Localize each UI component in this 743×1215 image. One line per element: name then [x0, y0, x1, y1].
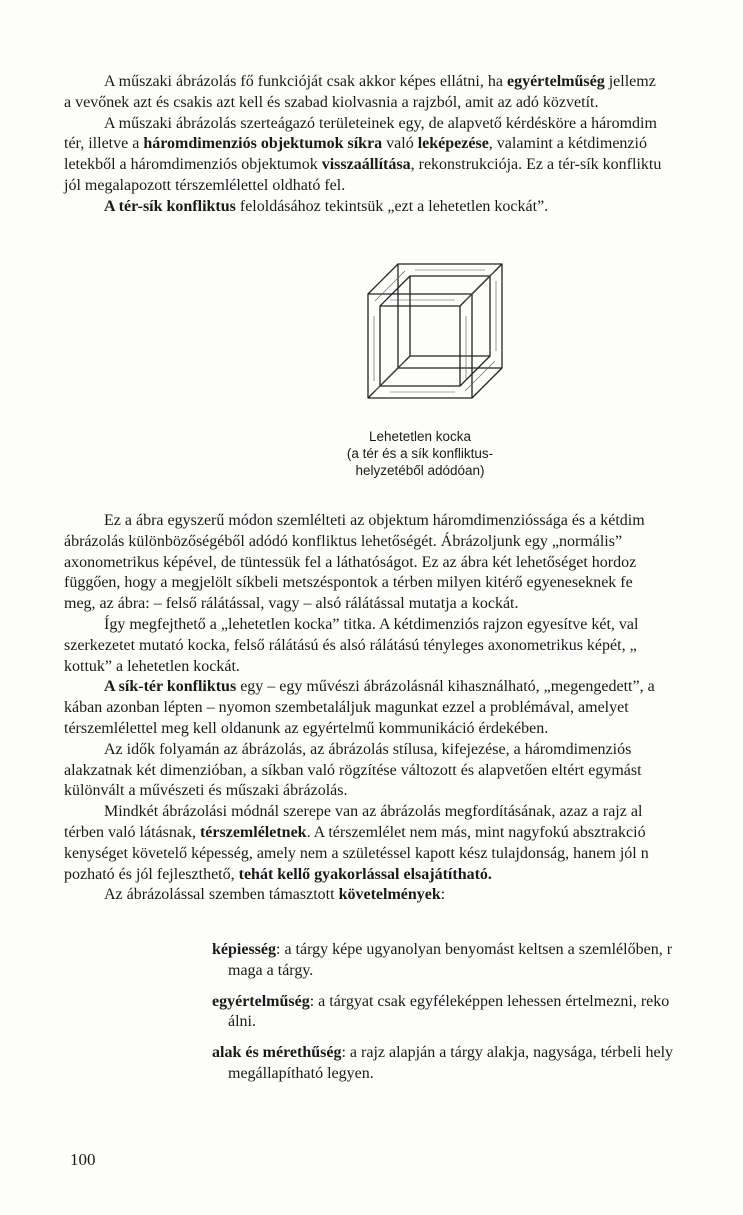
requirement-item: egyértelműség: a tárgyat csak egyféleképpen lehessen értelmezni, reko álni. — [212, 992, 670, 1031]
requirements-list — [212, 940, 743, 1095]
main-section — [64, 511, 743, 906]
main-paragraph-3: A sík-tér konfliktus egy – egy művészi ábrázolásnál kihasználható, „megengedett”, a kában azonban lépten – nyomon szembetaláljuk magunkat ezzel a problémával, amelyet térszemlélettel meg kell oldanunk az egyértelmű kommunikáció érdekében. — [64, 678, 655, 737]
intro-paragraph-3: A tér-sík konfliktus feloldásához tekintsük „ezt a lehetetlen kockát”. — [104, 197, 549, 215]
requirement-item: képiesség: a tárgy képe ugyanolyan benyomást keltsen a szemlélőben, r maga a tárgy. — [212, 941, 673, 979]
main-paragraph-5: Mindkét ábrázolási módnál szerepe van az ábrázolás megfordításának, azaz a rajz al térben való látásnak, térszemléletnek. A térszemlélet nem más, mint nagyfokú absztrakció kenységet követelő képesség, amely nem a születéssel kapott kész tulajdonság, hanem jól n pozható és jól fejleszthető, tehát kellő gyakorlással elsajátítható. — [64, 803, 649, 883]
impossible-cube-illustration — [350, 256, 520, 426]
emphasis-egyertelmuseg: egyértelműség — [506, 73, 605, 90]
page-number: 100 — [70, 1150, 96, 1169]
intro-paragraph-2: A műszaki ábrázolás szerteágazó területeinek egy, de alapvető kérdésköre a háromdim tér, illetve a háromdimenziós objektumok síkra való leképezése, valamint a kétdimenzió letekből a háromdimenziós objektumok visszaállítása, rekonstrukciója. Ez a tér-sík konfliktu jól megalapozott térszemlélettel oldható fel. — [64, 114, 662, 194]
main-paragraph-4: Az idők folyamán az ábrázolás, az ábrázolás stílusa, kifejezése, a háromdimenziós alakzatnak két dimenzióban, a síkban való rögzítése változott és alapvetően eltért egymást különvált a művészeti és műszaki ábrázolás. — [64, 740, 642, 800]
intro-paragraph-1: A műszaki ábrázolás fő funkcióját csak akkor képes ellátni, ha egyértelműség jellemz a vevőnek azt és csakis azt kell és szabad kiolvasnia a rajzból, amit az adó közvetít. — [64, 73, 656, 111]
figure-caption: Lehetetlen kocka (a tér és a sík konfliktus- helyzetéből adódóan) — [346, 429, 494, 478]
main-paragraph-6: Az ábrázolással szemben támasztott követelmények: — [104, 886, 446, 904]
requirement-item: alak és mérethűség: a rajz alapján a tárgy alakja, nagysága, térbeli hely megállapítható legyen. — [212, 1044, 674, 1082]
main-paragraph-1: Ez a ábra egyszerű módon szemlélteti az objektum háromdimenzióssága és a kétdim ábrázolás különbözőségéből adódó konfliktus lehetőségét. Ábrázoljunk egy „normális” axonometrikus képével, de tüntessük fel a láthatóságot. Ez az ábra két lehetőséget hordoz függően, hogy a megjelölt síkbeli metszéspontok a térben milyen kitérő egyeneseknek fe meg, az ábra: – felső rálátással, vagy – alsó rálátással mutatja a kockát. — [64, 512, 645, 613]
main-paragraph-2: Így megfejthető a „lehetetlen kocka” titka. A kétdimenziós rajzon egyesítve két, val szerkezetet mutató kocka, felső rálátású és alsó rálátású tényleges axonometrikus képét, „ kottuk” a lehetetlen kockát. — [64, 615, 639, 675]
intro-section — [64, 72, 743, 218]
